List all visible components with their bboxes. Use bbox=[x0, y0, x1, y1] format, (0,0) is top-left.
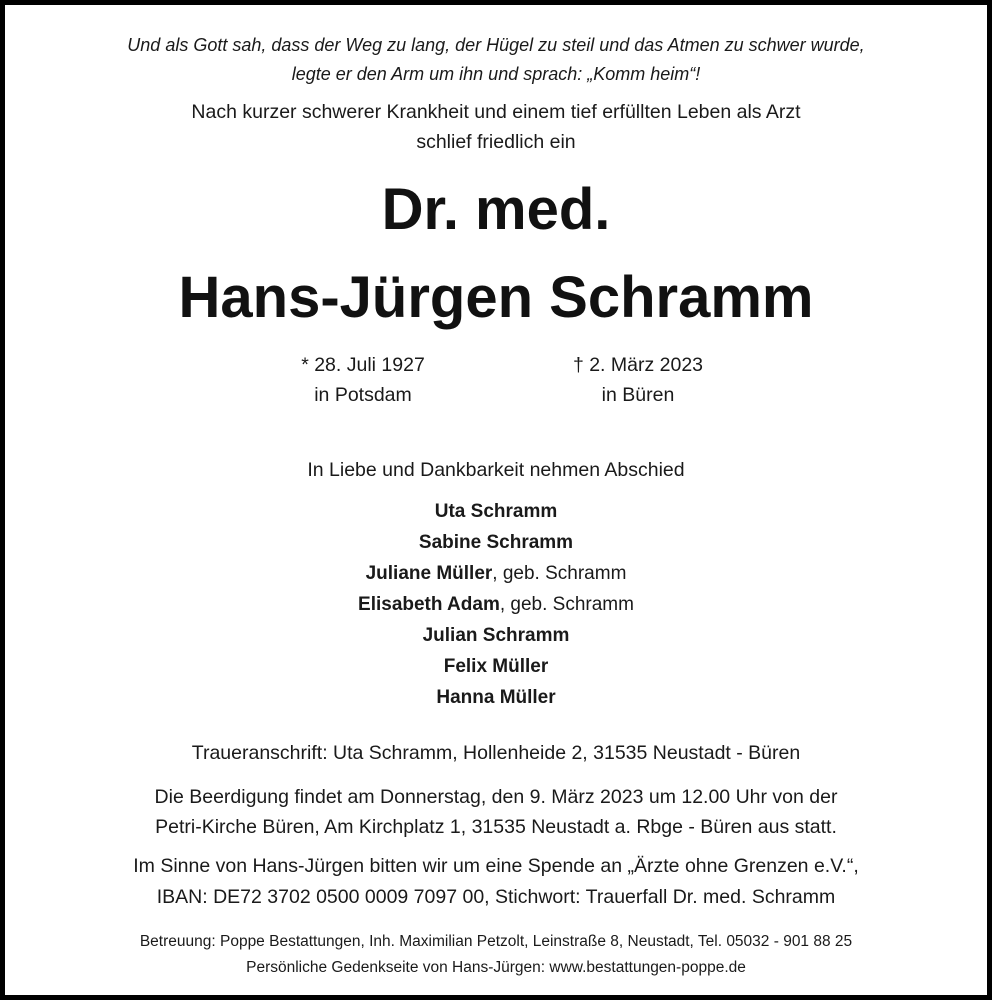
death-date: † 2. März 2023 bbox=[572, 354, 704, 376]
mourner-name: Sabine Schramm bbox=[418, 532, 574, 553]
funeral-line-1: Die Beerdigung findet am Donnerstag, den 9. März 2023 um 12.00 Uhr von der bbox=[154, 786, 838, 808]
mourner bbox=[5, 590, 987, 620]
birth-date: * 28. Juli 1927 bbox=[301, 354, 425, 376]
mourner bbox=[5, 559, 987, 589]
verse-line-2: legte er den Arm um ihn und sprach: „Komm heim“! bbox=[291, 64, 701, 84]
death-place: in Büren bbox=[601, 384, 675, 406]
mourner bbox=[5, 652, 987, 682]
verse-line-1: Und als Gott sah, dass der Weg zu lang, der Hügel zu steil und das Atmen zu schwer wurde, bbox=[127, 35, 865, 55]
deceased-title: Dr. med. bbox=[381, 177, 611, 242]
mourner-name: Uta Schramm bbox=[434, 501, 558, 522]
farewell-text: In Liebe und Dankbarkeit nehmen Abschied bbox=[307, 459, 685, 481]
mourner bbox=[5, 497, 987, 527]
birth-place: in Potsdam bbox=[314, 384, 412, 406]
mourner-name: Felix Müller bbox=[443, 656, 549, 677]
donation-line-1: Im Sinne von Hans-Jürgen bitten wir um eine Spende an „Ärzte ohne Grenzen e.V.“, bbox=[133, 855, 859, 877]
mourner-name: Hanna Müller bbox=[436, 687, 556, 708]
mourner-suffix: , geb. Schramm bbox=[492, 563, 627, 584]
intro-line-1: Nach kurzer schwerer Krankheit und einem tief erfüllten Leben als Arzt bbox=[191, 101, 801, 123]
intro-line-2: schlief friedlich ein bbox=[416, 131, 576, 153]
mourner bbox=[5, 621, 987, 651]
death-info bbox=[488, 350, 788, 410]
mourner bbox=[5, 683, 987, 713]
footer-memorial-page: Persönliche Gedenkseite von Hans-Jürgen: www.bestattungen-poppe.de bbox=[246, 959, 746, 976]
mourner-name: Julian Schramm bbox=[422, 625, 570, 646]
birth-info bbox=[213, 350, 513, 410]
mourner-suffix: , geb. Schramm bbox=[499, 594, 634, 615]
mourning-address: Traueranschrift: Uta Schramm, Hollenheide 2, 31535 Neustadt - Büren bbox=[191, 742, 801, 764]
deceased-name: Hans-Jürgen Schramm bbox=[178, 265, 814, 330]
funeral-line-2: Petri-Kirche Büren, Am Kirchplatz 1, 31535 Neustadt a. Rbge - Büren aus statt. bbox=[155, 816, 837, 838]
mourner bbox=[5, 528, 987, 558]
mourner-name: Elisabeth Adam bbox=[358, 594, 500, 615]
donation-line-2: IBAN: DE72 3702 0500 0009 7097 00, Stichwort: Trauerfall Dr. med. Schramm bbox=[156, 886, 836, 908]
footer-undertaker: Betreuung: Poppe Bestattungen, Inh. Maximilian Petzolt, Leinstraße 8, Neustadt, Tel. 05032 - 901 88 25 bbox=[139, 933, 853, 950]
mourner-name: Juliane Müller bbox=[365, 563, 493, 584]
